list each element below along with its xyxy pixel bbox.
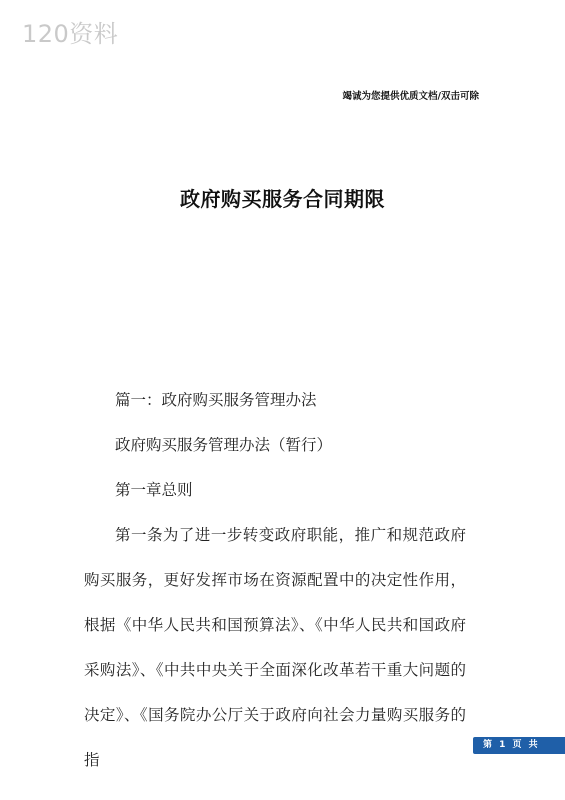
paragraph-chapter-heading: 第一章总则	[115, 481, 193, 499]
paragraph-article-1: 第一条为了进一步转变政府职能，推广和规范政府购买服务，更好发挥市场在资源配置中的决定性作用，根据《中华人民共和国预算法》、《中华人民共和国政府采购法》、《中共中央关于全面深化改革若干重大问题的决定》、《国务院办公厅关于政府向社会力量购买服务的指	[84, 526, 466, 769]
header-tagline: 竭诚为您提供优质文档/双击可除	[342, 91, 479, 102]
watermark-logo: 120资料	[22, 20, 119, 48]
paragraph-subtitle: 政府购买服务管理办法（暂行）	[115, 436, 333, 454]
paragraph-section-heading: 篇一：政府购买服务管理办法	[115, 391, 317, 409]
document-body	[84, 378, 466, 783]
page-number-badge: 第 1 页 共	[473, 737, 565, 754]
document-title: 政府购买服务合同期限	[180, 187, 385, 211]
